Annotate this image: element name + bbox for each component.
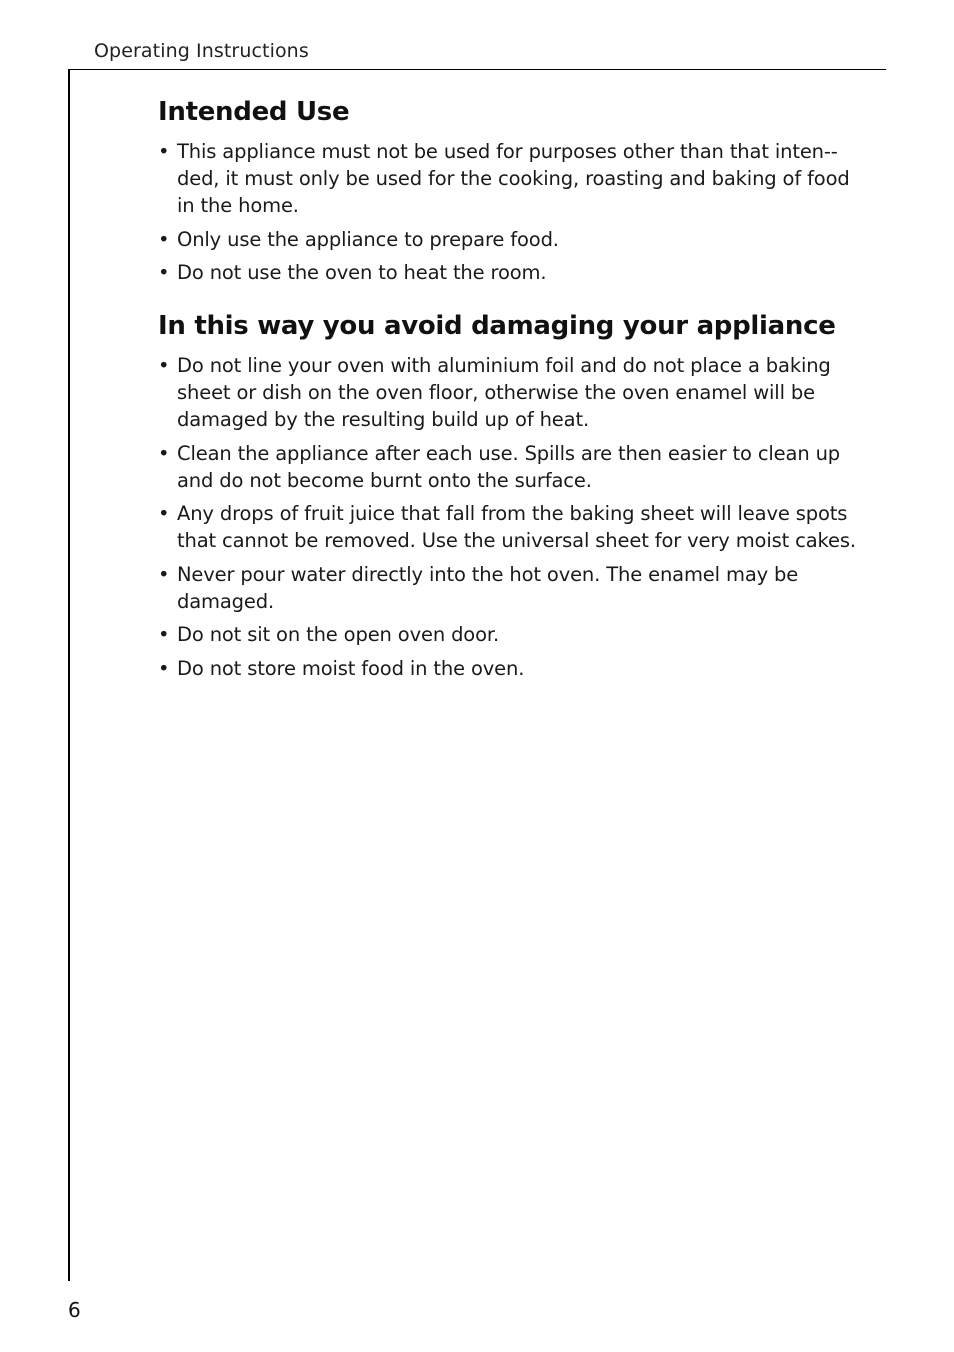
list-item bbox=[158, 440, 858, 494]
section-heading-avoid-damage: In this way you avoid damaging your appliance bbox=[158, 311, 836, 341]
page-content bbox=[158, 94, 858, 688]
list-item-text: Clean the appliance after each use. Spills are then easier to clean up and do not become burnt onto the surface. bbox=[177, 441, 841, 492]
list-item bbox=[158, 561, 858, 615]
list-item bbox=[158, 655, 858, 682]
list-item bbox=[158, 621, 858, 648]
list-item-text: Any drops of fruit juice that fall from the baking sheet will leave spots that cannot be removed. Use the universal sheet for very moist cakes. bbox=[177, 502, 856, 552]
bullet-icon: • bbox=[158, 227, 170, 251]
bullet-icon: • bbox=[158, 140, 170, 163]
list-item-text: Do not store moist food in the oven. bbox=[177, 656, 525, 680]
bullet-icon: • bbox=[158, 261, 170, 284]
section-heading-intended-use: Intended Use bbox=[158, 97, 350, 127]
margin-rule bbox=[68, 69, 70, 1281]
bullet-icon: • bbox=[158, 354, 170, 377]
list-item-text: This appliance must not be used for purposes other than that inten-ded, it must only be used for the cooking, roasting and baking of food in the home. bbox=[177, 140, 850, 217]
list-item-text: Only use the appliance to prepare food. bbox=[177, 227, 559, 251]
list-item-text: Do not use the oven to heat the room. bbox=[177, 261, 547, 284]
avoid-damage-list bbox=[158, 352, 858, 682]
list-item-text: Never pour water directly into the hot oven. The enamel may be damaged. bbox=[177, 562, 799, 613]
bullet-icon: • bbox=[158, 441, 170, 465]
list-item-text: Do not line your oven with aluminium foil and do not place a baking sheet or dish on the oven floor, otherwise the oven enamel will be damaged by the resulting build up of heat. bbox=[177, 354, 831, 431]
bullet-icon: • bbox=[158, 562, 170, 586]
bullet-icon: • bbox=[158, 623, 170, 646]
list-item bbox=[158, 259, 858, 286]
list-item bbox=[158, 352, 858, 433]
intended-use-list bbox=[158, 138, 858, 286]
bullet-icon: • bbox=[158, 502, 170, 525]
page-number: 6 bbox=[68, 1298, 81, 1322]
header-rule bbox=[68, 69, 886, 70]
list-item bbox=[158, 500, 858, 554]
list-item-text: Do not sit on the open oven door. bbox=[177, 623, 499, 646]
list-item bbox=[158, 226, 858, 253]
bullet-icon: • bbox=[158, 656, 170, 680]
list-item bbox=[158, 138, 858, 219]
running-header: Operating Instructions bbox=[94, 40, 309, 62]
